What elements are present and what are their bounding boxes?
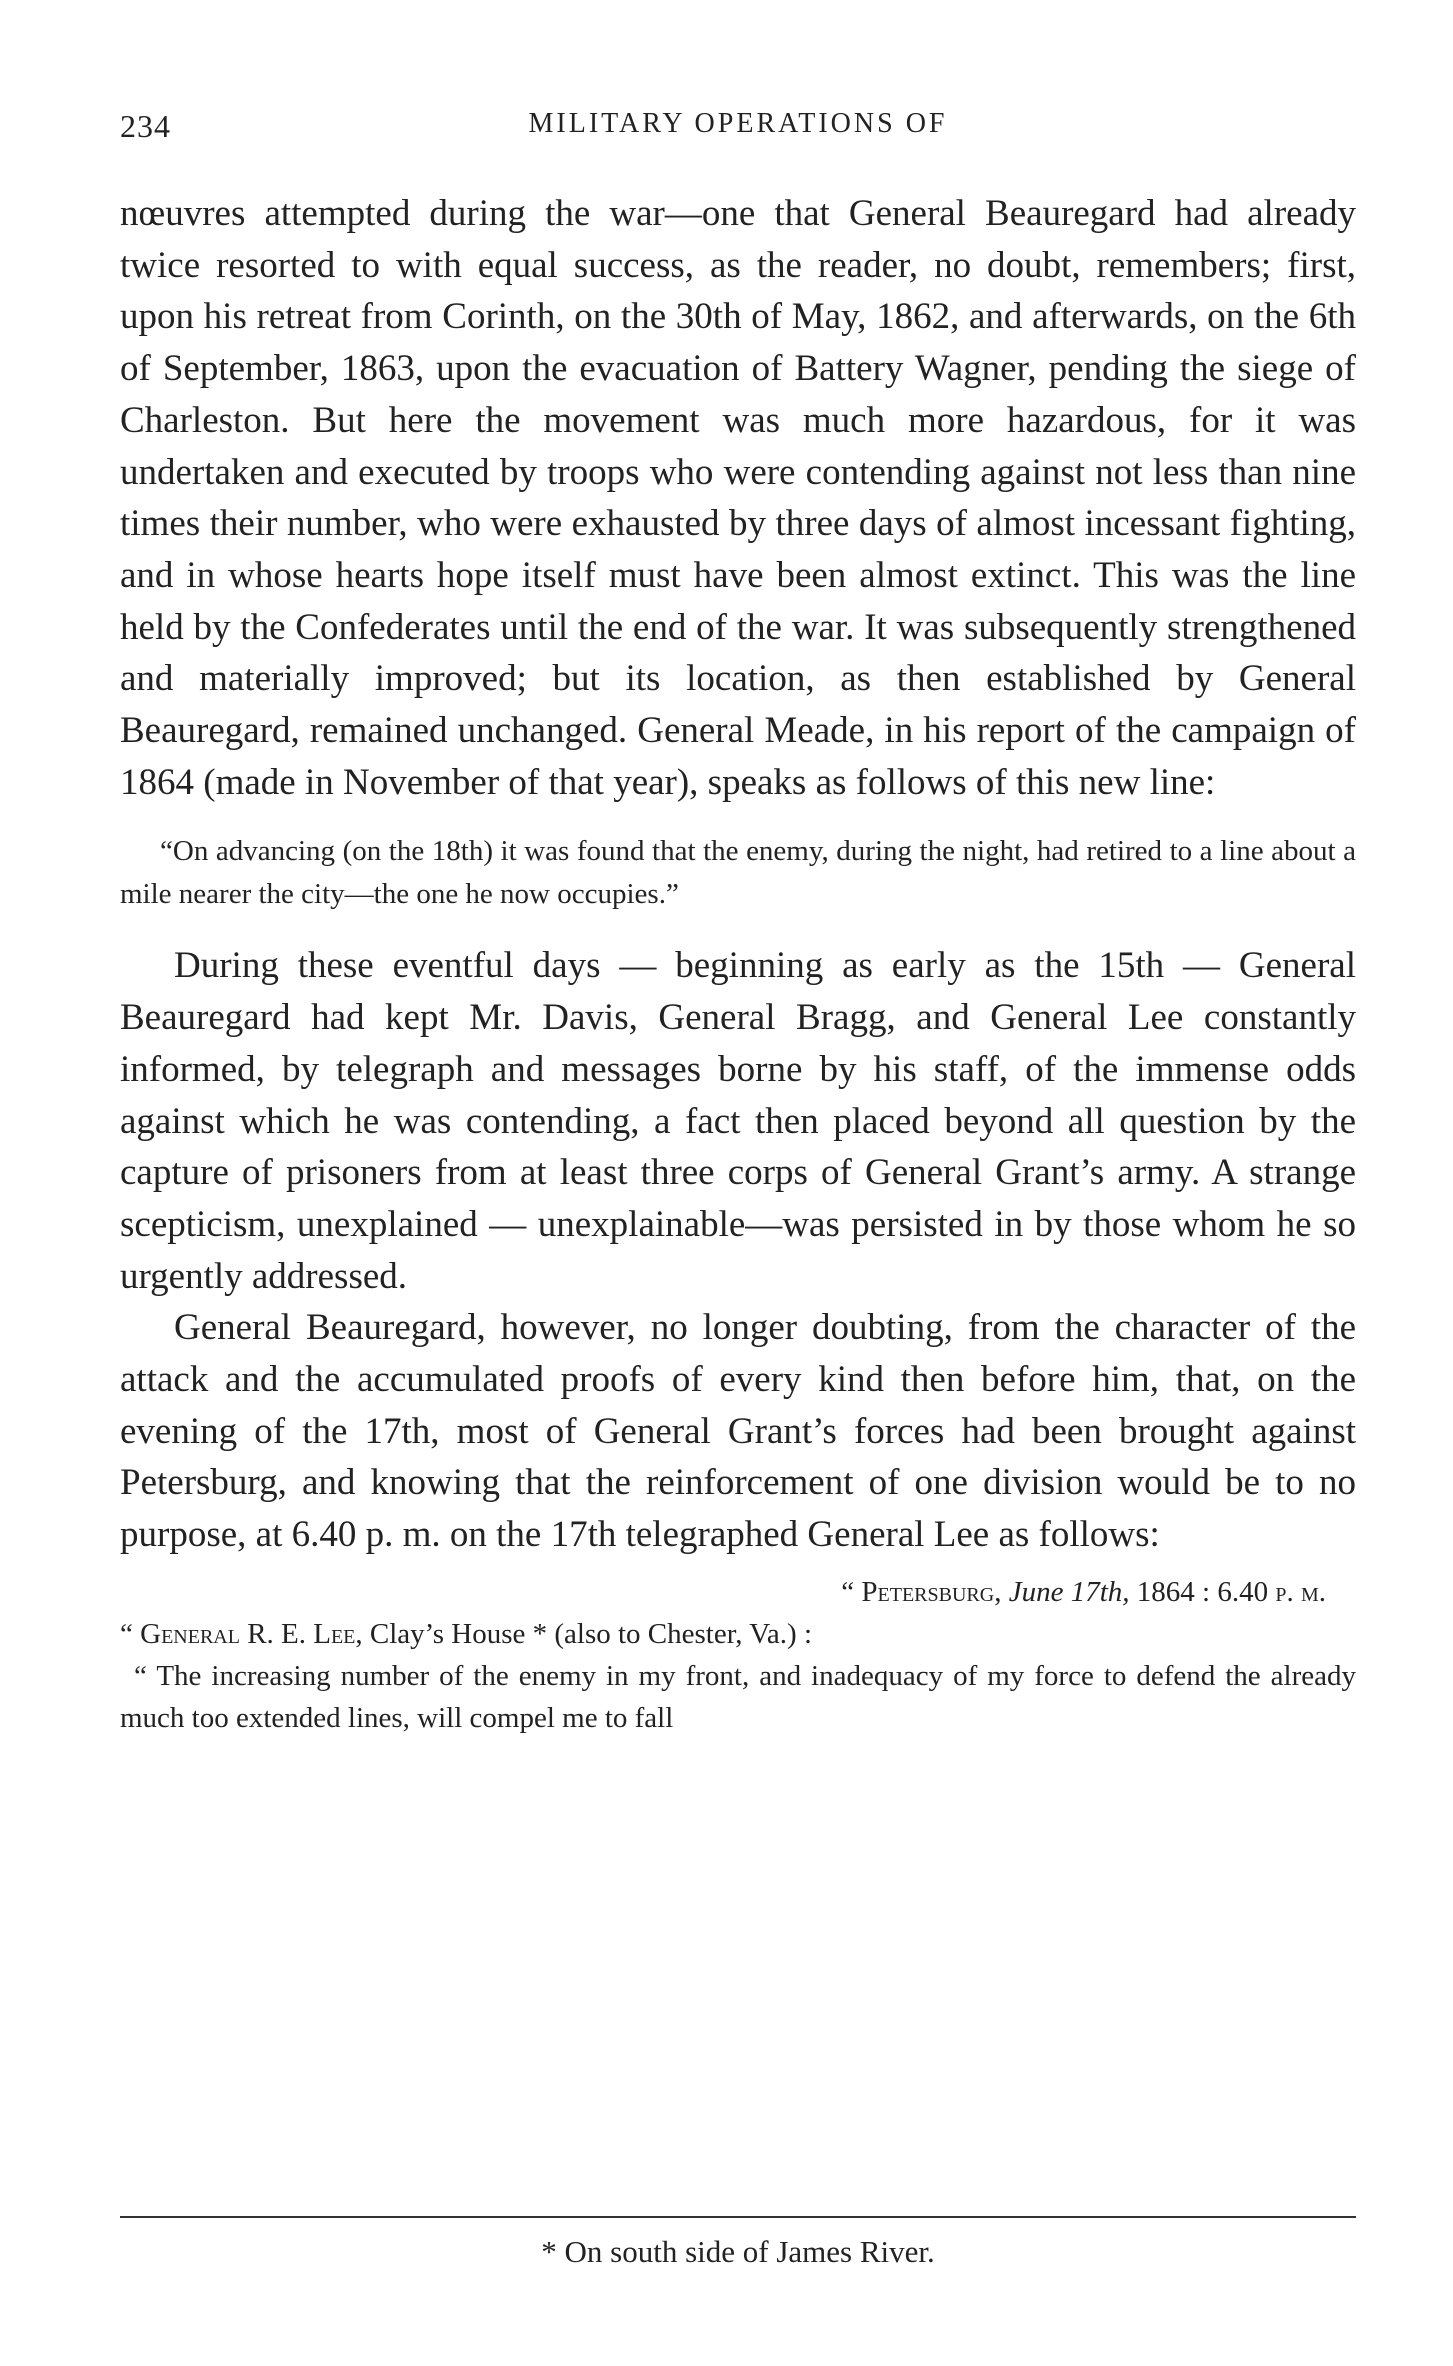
telegram-place: “ Petersburg, <box>841 1575 1002 1608</box>
footnote: * On south side of James River. <box>541 2234 935 2269</box>
paragraph-1: nœuvres attempted during the war—one that General Beauregard had already twice resorted to with equal success, as the reader, no doubt, remembers; first, upon his retreat from Corinth, on the 30th of May, 1862, and afterwards, on the 6th of September, 1863, upon the evacuation of Battery Wagner, pending the siege of Charleston. But here the movement was much more hazardous, for it was undertaken and executed by troops who were contending against not less than nine times their number, who were exhausted by three days of almost incessant fighting, and in whose hearts hope itself must have been almost extinct. This was the line held by the Confederates until the end of the war. It was subsequently strengthened and materially improved; but its location, as then established by General Beauregard, remained unchanged. General Meade, in his report of the campaign of 1864 (made in November of that year), speaks as follows of this new line: <box>120 193 1356 803</box>
page-number: 234 <box>120 108 171 144</box>
telegram-time: 1864 : 6.40 p. m. <box>1136 1575 1326 1608</box>
addressee-name: “ General R. E. Lee, <box>120 1617 363 1650</box>
telegram <box>120 1571 1356 1739</box>
telegram-text: “ The increasing number of the enemy in my front, and inadequacy of my force to defend the already much too extended lines, will compel me to fall <box>120 1659 1356 1734</box>
paragraph-3: General Beauregard, however, no longer doubting, from the character of the attack and the accumulated proofs of every kind then before him, that, on the evening of the 17th, most of General Grant’s forces had been brought against Petersburg, and knowing that the reinforcement of one division would be to no purpose, at 6.40 p. m. on the 17th telegraphed General Lee as follows: <box>120 1307 1356 1556</box>
telegram-dateline <box>120 1571 1356 1613</box>
page-header <box>120 108 1356 152</box>
telegram-addressee <box>120 1613 1356 1655</box>
body-text <box>120 188 1356 1739</box>
meade-quote-block <box>120 830 1356 916</box>
running-head: MILITARY OPERATIONS OF <box>528 108 948 139</box>
addressee-location: Clay’s House * (also to Chester, Va.) : <box>369 1617 813 1650</box>
meade-quote: “On advancing (on the 18th) it was found that the enemy, during the night, had retired to a line about a mile nearer the city—the one he now occupies.” <box>120 835 1356 911</box>
paragraph-2: During these eventful days — beginning as early as the 15th — General Beauregard had kept Mr. Davis, General Bragg, and General Lee constantly informed, by telegraph and messages borne by his staff, of the immense odds against which he was contending, a fact then placed beyond all question by the capture of prisoners from at least three corps of General Grant’s army. A strange scepticism, unexplained — unexplainable—was persisted in by those whom he so urgently addressed. <box>120 945 1356 1297</box>
footnote-divider <box>120 2216 1356 2218</box>
telegram-date: June 17th, <box>1008 1575 1130 1608</box>
